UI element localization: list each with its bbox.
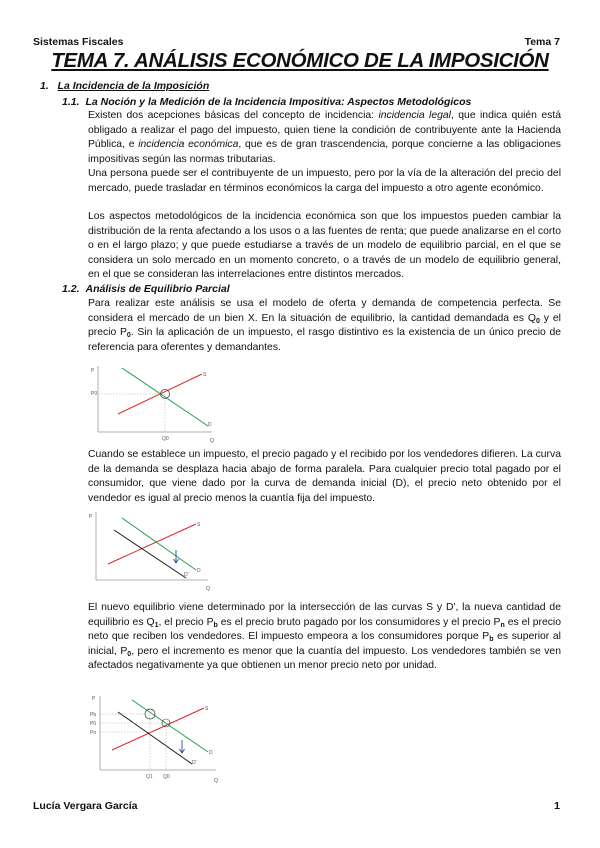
page-title: TEMA 7. ANÁLISIS ECONÓMICO DE LA IMPOSICIÓN (51, 49, 549, 72)
subscript: 0 (126, 332, 131, 339)
quantity-label: Q0 (162, 436, 169, 442)
section-1-1-label: La Noción y la Medición de la Incidencia Impositiva: Aspectos Metodológicos (85, 96, 472, 108)
demand-label: D (208, 422, 212, 428)
paragraph-new-equilibrium (88, 601, 561, 674)
supply-curve (112, 708, 204, 750)
text-fragment: Existen dos acepciones básicas del concepto de incidencia: (88, 110, 379, 121)
text-fragment: Para realizar este análisis se usa el modelo de oferta y demanda de competencia perfecta. Se considera el mercado de un bien X. En la situación de equilibrio, la cantidad demandada es Q (88, 298, 561, 324)
section-1-2-heading (62, 283, 230, 295)
y-axis-label: P (89, 514, 93, 520)
term-legal-incidence: incidencia legal (378, 110, 451, 121)
header-topic: Tema 7 (524, 36, 560, 48)
x-axis-label: Q (206, 586, 210, 592)
page-number: 1 (554, 800, 560, 812)
supply-curve (108, 524, 196, 564)
section-1-label: La Incidencia de la Imposición (57, 80, 210, 92)
figure-tax-incidence (86, 690, 226, 786)
subscript: b (213, 621, 218, 629)
subscript: 0 (127, 650, 132, 658)
gross-price-label: Pb (90, 712, 97, 718)
footer-author: Lucía Vergara García (33, 800, 138, 812)
text-fragment: , que es de gran trascendencia, porque concierne a las obligaciones impositivas según las normas tributarias. (88, 139, 561, 165)
subscript: 1 (154, 621, 159, 629)
supply-label: S (197, 522, 201, 528)
shifted-demand-curve (118, 712, 192, 764)
section-1-2-number: 1.2. (62, 283, 80, 295)
initial-price-label: P0 (90, 721, 97, 727)
supply-label: S (203, 372, 207, 378)
text-fragment: , que indica quién está obligado a realizar el pago del impuesto, quien tiene la condición de contribuyente ante la Hacienda Pública, e (88, 110, 561, 150)
text-fragment: es el precio neto que reciben los vendedores. El impuesto empeora a los consumidores porque P (88, 616, 562, 642)
section-1-heading (40, 80, 209, 92)
figure-equilibrium (90, 364, 220, 448)
text-fragment: . Sin la aplicación de un impuesto, el rasgo distintivo es la existencia de un único precio de referencia para oferentes y demandantes. (88, 327, 562, 353)
text-fragment: es superior al inicial, P (88, 631, 561, 657)
supply-label: S (205, 706, 209, 712)
text-fragment: y el precio P (88, 312, 561, 338)
text-fragment: El nuevo equilibrio viene determinado por la intersección de las curvas S y D', la nueva cantidad de equilibrio es Q (88, 602, 561, 628)
x-axis-label: Q (214, 778, 218, 784)
demand-label: D (197, 568, 201, 574)
text-fragment: , pero el incremento es menor que la cuantía del impuesto. Los vendedores también se ven afectados negativamente ya que obtienen un menor precio neto por unidad. (88, 645, 561, 671)
shifted-demand-label: D' (184, 572, 189, 578)
y-axis-label: P (91, 368, 95, 374)
section-1-1-number: 1.1. (62, 96, 80, 108)
paragraph-tax-shifting: Una persona puede ser el contribuyente de un impuesto, pero por la vía de la alteración del precio del mercado, puede trasladar en términos económicos la carga del impuesto a otro agente económico. (88, 168, 561, 194)
subscript: n (500, 621, 505, 629)
text-fragment: , el precio P (158, 616, 214, 628)
paragraph-methodology: Los aspectos metodológicos de la incidencia económica son que los impuestos pueden cambiar la distribución de la renta afectando a los usos o a las fuentes de renta; que puede analizarse en el corto o en el largo plazo; y que puede estudiarse a través de un modelo de equilibrio parcial, en el que se considera un solo mercado en un momento concreto, o a través de un modelo de equilibrio general, en el que se consideran las interrelaciones entre distintos mercados. (88, 211, 561, 280)
paragraph-partial-equilibrium (88, 297, 561, 355)
price-label: P0 (91, 391, 98, 397)
demand-label: D (209, 750, 213, 756)
demand-curve (132, 700, 208, 752)
section-1-number: 1. (40, 80, 49, 92)
net-price-label: Pn (90, 730, 97, 736)
shifted-demand-label: D' (192, 760, 197, 766)
term-economic-incidence: incidencia económica (138, 139, 239, 150)
section-1-1-heading (62, 96, 471, 108)
subscript: 0 (535, 317, 540, 325)
subscript: b (489, 636, 494, 643)
y-axis-label: P (92, 696, 96, 702)
figure-demand-shift (88, 508, 218, 598)
section-1-2-label: Análisis de Equilibrio Parcial (85, 283, 230, 295)
paragraph-incidence-definitions (88, 109, 561, 167)
x-axis-label: Q (210, 438, 214, 444)
new-quantity-label: Q1 (146, 774, 153, 780)
initial-quantity-label: Q0 (163, 774, 170, 780)
header-subject: Sistemas Fiscales (33, 36, 124, 48)
text-fragment: es el precio bruto pagado por los consumidores y el precio P (217, 616, 501, 628)
paragraph-tax-effect: Cuando se establece un impuesto, el precio pagado y el recibido por los vendedores difieren. La curva de la demanda se desplaza hacia abajo de forma paralela. Para cualquier precio total pagado por el consumidor, que viene dado por la curva de demanda inicial (D), el precio neto obtenido por el vendedor es igual al precio menos la cuantía fija del impuesto. (88, 449, 561, 504)
demand-curve (122, 518, 196, 570)
